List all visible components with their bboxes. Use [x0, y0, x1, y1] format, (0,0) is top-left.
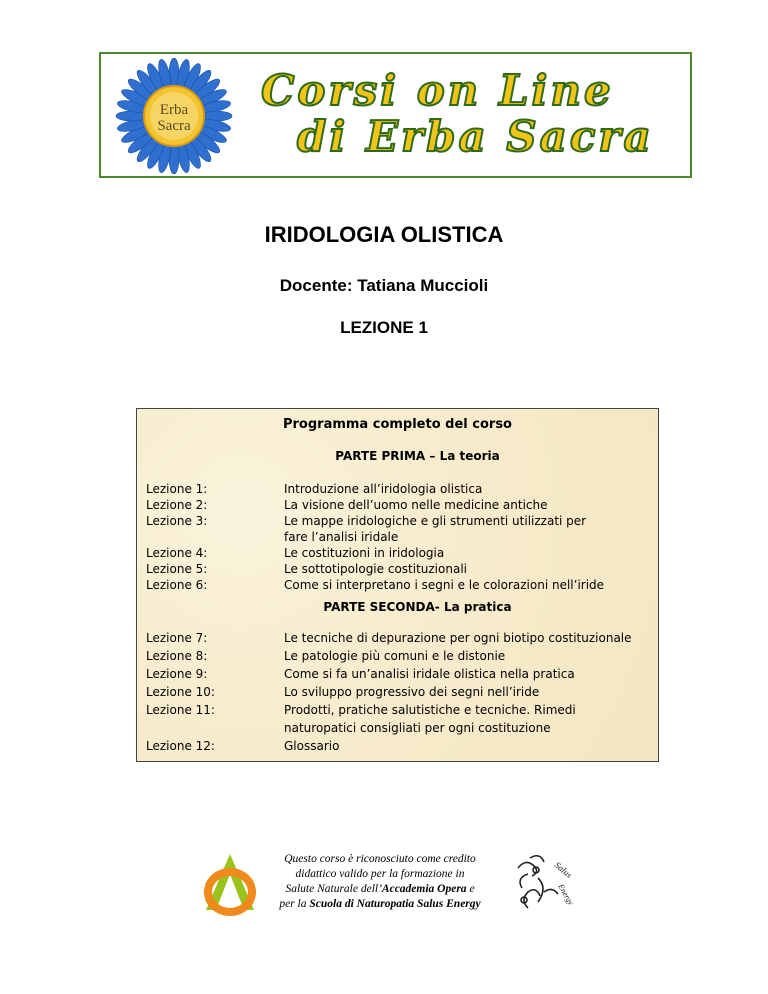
part2-label: Lezione 8: — [146, 649, 208, 663]
part1-label: Lezione 5: — [146, 562, 208, 576]
part1-title: PARTE PRIMA – La teoria — [335, 449, 500, 463]
part2-line: Glossario — [284, 739, 340, 753]
salus-logo-text2: Energy — [556, 882, 576, 907]
logo-text-line2: Sacra — [157, 118, 191, 134]
salus-energy-logo-icon — [508, 848, 580, 920]
banner-title-line1: Corsi on Line — [261, 66, 614, 115]
credit-notice — [270, 852, 490, 912]
banner-title — [261, 68, 681, 160]
banner-title-line2: di Erba Sacra — [297, 112, 654, 161]
part1-label: Lezione 6: — [146, 578, 208, 592]
teacher-name: Docente: Tatiana Muccioli — [279, 276, 489, 295]
part2-line: Prodotti, pratiche salutistiche e tecniche. Rimedi — [284, 703, 576, 717]
part2-label: Lezione 10: — [146, 685, 215, 699]
part2-line: naturopatici consigliati per ogni costituzione — [284, 721, 551, 735]
part1-label: Lezione 1: — [146, 482, 208, 496]
part2-label: Lezione 9: — [146, 667, 208, 681]
part2-line: Come si fa un’analisi iridale olistica nella pratica — [284, 667, 575, 681]
erba-sacra-logo-icon — [113, 58, 235, 174]
credit-line4 — [270, 897, 490, 912]
program-title: Programma completo del corso — [282, 417, 512, 432]
school-name: Scuola di Naturopatia Salus Energy — [309, 898, 481, 910]
credit-line4-pre: per la — [279, 898, 310, 910]
program-box — [136, 408, 659, 762]
part2-title: PARTE SECONDA- La pratica — [323, 600, 512, 614]
part1-line: Le sottotipologie costituzionali — [284, 562, 467, 576]
course-title: IRIDOLOGIA OLISTICA — [264, 222, 504, 247]
logo-text-line1: Erba — [159, 102, 189, 118]
logo-text — [113, 102, 235, 134]
part2-label: Lezione 7: — [146, 631, 208, 645]
part1-line: fare l’analisi iridale — [284, 530, 399, 544]
part2-line: Le tecniche di depurazione per ogni biotipo costituzionale — [284, 631, 632, 645]
lesson-number: LEZIONE 1 — [340, 318, 428, 337]
part1-label: Lezione 3: — [146, 514, 208, 528]
part1-label: Lezione 2: — [146, 498, 208, 512]
part1-line: La visione dell’uomo nelle medicine antiche — [284, 498, 548, 512]
credit-line3-pre: Salute Naturale dell’ — [285, 883, 382, 895]
credit-line3 — [270, 882, 490, 897]
part1-line: Le costituzioni in iridologia — [284, 546, 445, 560]
part1-line: Introduzione all’iridologia olistica — [284, 482, 483, 496]
part2-line: Lo sviluppo progressivo dei segni nell’iride — [284, 685, 540, 699]
credit-line1: Questo corso è riconosciuto come credito — [284, 853, 476, 865]
accademia-name: Accademia Opera — [381, 883, 467, 895]
accademia-opera-logo-icon — [194, 850, 266, 916]
salus-logo-text1: Salus — [552, 859, 575, 881]
part2-label: Lezione 11: — [146, 703, 215, 717]
part2-label: Lezione 12: — [146, 739, 215, 753]
part1-label: Lezione 4: — [146, 546, 208, 560]
credit-line2: didattico valido per la formazione in — [295, 868, 465, 880]
part1-line: Le mappe iridologiche e gli strumenti utilizzati per — [284, 514, 587, 528]
part2-line: Le patologie più comuni e le distonie — [284, 649, 506, 663]
part1-line: Come si interpretano i segni e le colorazioni nell’iride — [284, 578, 605, 592]
course-banner — [99, 52, 692, 178]
credit-line3-post: e — [466, 883, 475, 895]
